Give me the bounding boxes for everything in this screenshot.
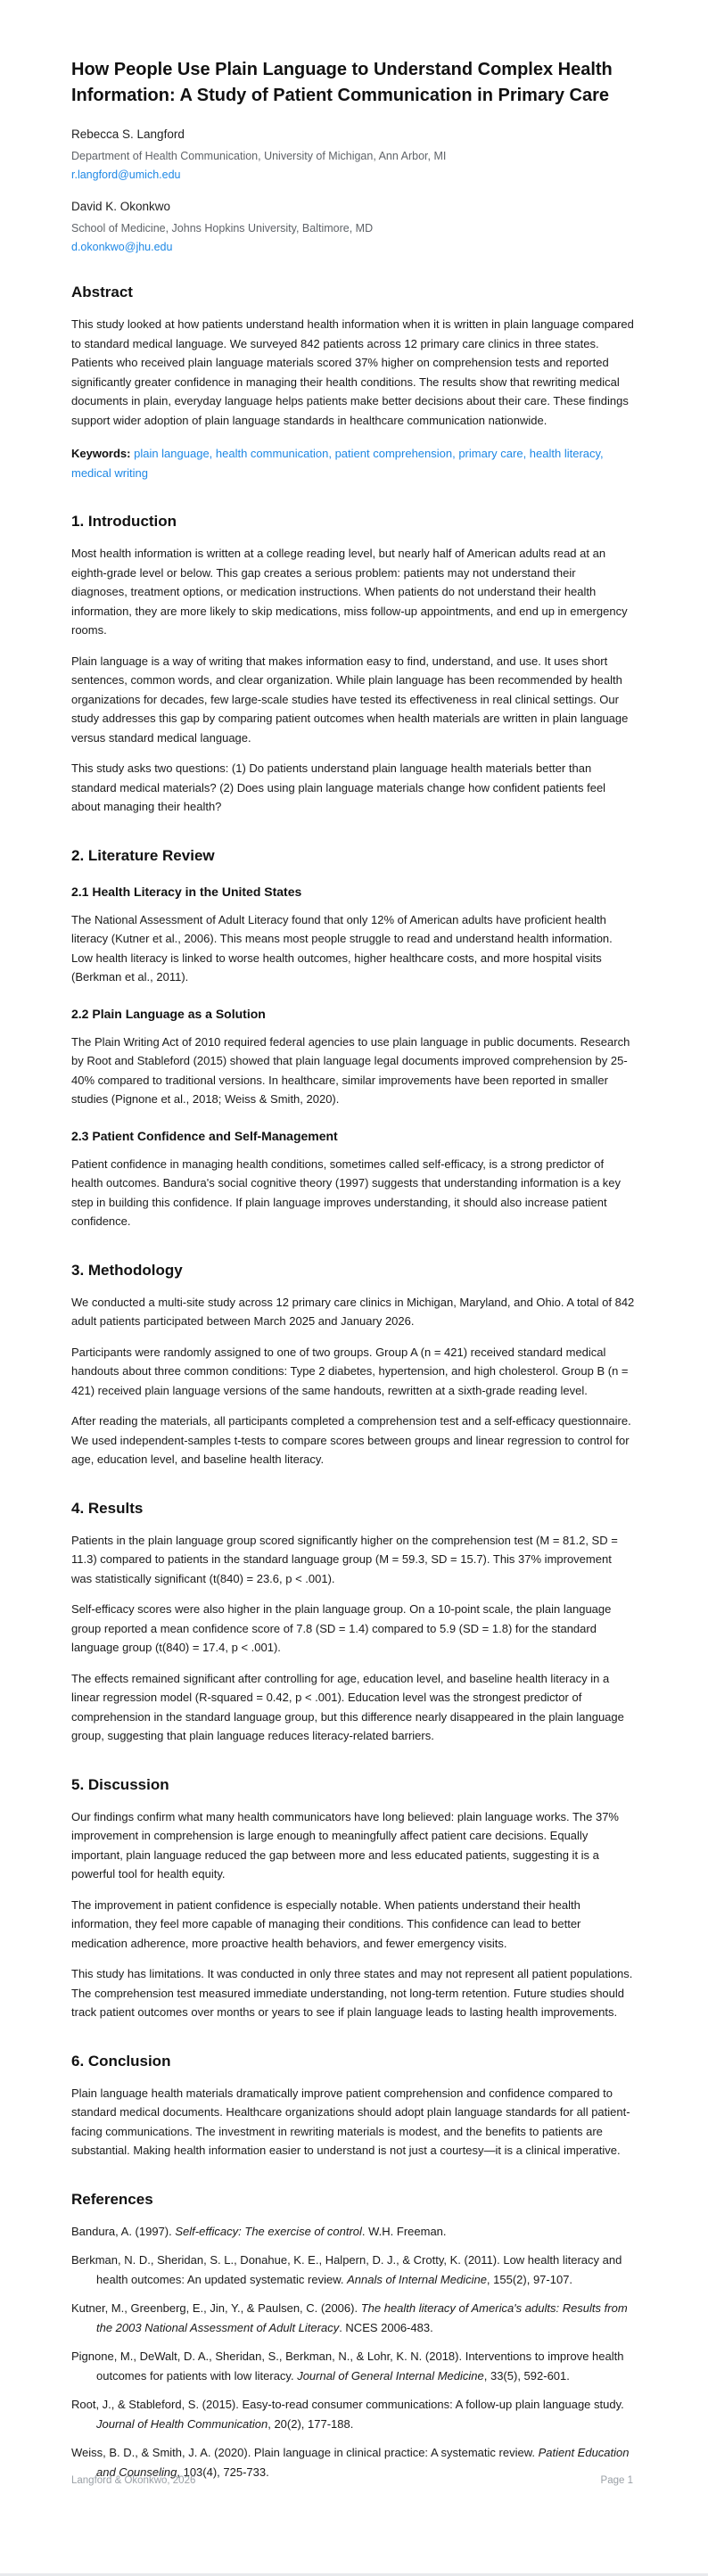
methodology-heading: 3. Methodology <box>71 1261 183 1279</box>
author-affiliation: School of Medicine, Johns Hopkins University, Baltimore, MD <box>71 222 374 235</box>
references-heading: References <box>71 2190 153 2208</box>
reference-item <box>71 2347 635 2385</box>
section-references <box>71 2191 635 2482</box>
introduction-paragraph: Plain language is a way of writing that makes information easy to find, understand, and use. It uses short sentences, common words, and clear organization. While plain language has been recommended by health organizations for decades, few large-scale studies have tested its effectiveness in real clinical settings. Our study addresses this gap by comparing patient outcomes when health materials are written in plain language versus standard medical language. <box>71 654 629 745</box>
literature-review-heading: 2. Literature Review <box>71 846 215 864</box>
author-email-link[interactable]: d.okonkwo@jhu.edu <box>71 241 173 253</box>
conclusion-heading: 6. Conclusion <box>71 2052 171 2070</box>
methodology-paragraph: After reading the materials, all participants completed a comprehension test and a self-efficacy questionnaire. We used independent-samples t-tests to compare scores between groups and linear regression to control for age, education level, and baseline health literacy. <box>71 1414 631 1466</box>
reference-italic-text: Self-efficacy: The exercise of control <box>175 2224 362 2238</box>
results-paragraph: The effects remained significant after controlling for age, education level, and baseline health literacy in a linear regression model (R-squared = 0.42, p < .001). Education level was the strongest predictor of comprehension in the standard language group, but this difference nearly disappeared in the plain language group, suggesting that plain language reduces literacy-related barriers. <box>71 1671 624 1742</box>
methodology-paragraph: We conducted a multi-site study across 12 primary care clinics in Michigan, Maryland, and Ohio. A total of 842 adult patients participated between March 2025 and January 2026. <box>71 1295 635 1328</box>
reference-text: , 155(2), 97-107. <box>486 2272 573 2286</box>
reference-text: , 103(4), 725-733. <box>177 2465 269 2479</box>
keywords-links[interactable]: plain language, health communication, patient comprehension, primary care, health literacy, medical writing <box>71 447 604 480</box>
section-methodology <box>71 1262 635 1469</box>
reference-item <box>71 2299 635 2337</box>
introduction-heading: 1. Introduction <box>71 513 177 530</box>
subsection-heading-health-literacy: 2.1 Health Literacy in the United States <box>71 884 302 899</box>
section-introduction <box>71 513 635 817</box>
reference-italic-text: Annals of Internal Medicine <box>347 2272 487 2286</box>
section-discussion <box>71 1776 635 2022</box>
introduction-paragraph: Most health information is written at a college reading level, but nearly half of American adults read at an eighth-grade level or below. This gap creates a serious problem: patients may not understand their diagnoses, treatment options, or medication instructions. When patients do not understand their health information, they are more likely to skip medications, miss follow-up appointments, and end up in emergency rooms. <box>71 547 628 637</box>
discussion-paragraph: This study has limitations. It was conducted in only three states and may not represent all patient populations. The comprehension test measured immediate understanding, not long-term retention. Future studies should track patient outcomes over months or years to see if plain language leads to lasting health improvements. <box>71 1967 633 2019</box>
keywords-label: Keywords: <box>71 447 131 460</box>
subsection-heading-patient-confidence: 2.3 Patient Confidence and Self-Management <box>71 1128 338 1143</box>
reference-text: . NCES 2006-483. <box>339 2320 433 2334</box>
reference-italic-text: Journal of Health Communication <box>96 2416 268 2431</box>
discussion-paragraph: The improvement in patient confidence is especially notable. When patients understand their health information, they feel more capable of managing their conditions. This confidence can lead to better medication adherence, more proactive health behaviors, and fewer emergency visits. <box>71 1897 581 1950</box>
reference-text: Berkman, N. D., Sheridan, S. L., Donahue, K. E., Halpern, D. J., & Crotty, K. (2011). Low health literacy and health outcomes: An updated systematic review. <box>71 2253 622 2286</box>
reference-italic-text: Journal of General Internal Medicine <box>297 2368 484 2383</box>
footer-citation: Langford & Okonkwo, 2026 <box>71 2475 196 2486</box>
reference-text: Kutner, M., Greenberg, E., Jin, Y., & Paulsen, C. (2006). <box>71 2301 361 2315</box>
reference-text: , 33(5), 592-601. <box>483 2368 570 2383</box>
author-name: David K. Okonkwo <box>71 200 171 213</box>
reference-text: . W.H. Freeman. <box>361 2224 447 2238</box>
methodology-paragraph: Participants were randomly assigned to one of two groups. Group A (n = 421) received standard medical handouts about three common conditions: Type 2 diabetes, hypertension, and high cholesterol. Group B (n = 421) received plain language versions of the same handouts, rewritten at a sixth-grade reading level. <box>71 1345 629 1397</box>
keywords-line <box>71 444 635 482</box>
section-literature-review <box>71 847 635 1231</box>
reference-text: Bandura, A. (1997). <box>71 2224 176 2238</box>
reference-italic-text: The health literacy of America's adults: Results from the 2003 National Assessment of Adult Literacy <box>96 2301 628 2334</box>
introduction-paragraph: This study asks two questions: (1) Do patients understand plain language health materials better than standard medical materials? (2) Does using plain language materials change how confident patients feel about managing their health? <box>71 761 606 813</box>
reference-italic-text: Patient Education and Counseling <box>96 2446 630 2479</box>
section-abstract <box>71 284 635 482</box>
author-name: Rebecca S. Langford <box>71 128 185 141</box>
reference-text: Root, J., & Stableford, S. (2015). Easy-to-read consumer communications: A follow-up plain language study. <box>71 2398 624 2411</box>
author-block-2 <box>71 200 635 253</box>
literature-review-paragraph: Patient confidence in managing health conditions, sometimes called self-efficacy, is a strong predictor of health outcomes. Bandura's social cognitive theory (1997) suggests that understanding information is a key step in building this confidence. If plain language improves understanding, it should also increase patient confidence. <box>71 1156 622 1228</box>
discussion-heading: 5. Discussion <box>71 1775 169 1793</box>
reference-text: Weiss, B. D., & Smith, J. A. (2020). Plain language in clinical practice: A systematic review. <box>71 2446 539 2459</box>
footer-page-number: Page 1 <box>600 2475 633 2486</box>
literature-review-paragraph: The National Assessment of Adult Literacy found that only 12% of American adults have proficient health literacy (Kutner et al., 2006). This means most people struggle to read and understand health information. Low health literacy is linked to worse health outcomes, higher healthcare costs, and more hospital visits (Berkman et al., 2011). <box>71 912 613 983</box>
results-heading: 4. Results <box>71 1499 144 1517</box>
literature-review-paragraph: The Plain Writing Act of 2010 required federal agencies to use plain language in public documents. Research by Root and Stableford (2015) showed that plain language legal documents improved comprehension by 25-40% compared to traditional versions. In healthcare, similar improvements have been reported in smaller studies (Pignone et al., 2018; Weiss & Smith, 2020). <box>71 1034 630 1106</box>
reference-text: Pignone, M., DeWalt, D. A., Sheridan, S., Berkman, N., & Lohr, K. N. (2018). Interventions to improve health outcomes for patients with low literacy. <box>71 2350 624 2383</box>
results-paragraph: Self-efficacy scores were also higher in the plain language group. On a 10-point scale, the plain language group reported a mean confidence score of 7.8 (SD = 1.4) compared to 5.9 (SD = 1.8) for the standard language group (t(840) = 17.4, p < .001). <box>71 1602 612 1654</box>
abstract-heading: Abstract <box>71 284 133 300</box>
subsection-heading-plain-language-solution: 2.2 Plain Language as a Solution <box>71 1006 266 1021</box>
page-footer <box>71 2475 633 2486</box>
paper-title: How People Use Plain Language to Understand Complex Health Information: A Study of Patient Communication in Primary Care <box>71 60 613 105</box>
reference-text: , 20(2), 177-188. <box>268 2416 354 2431</box>
section-results <box>71 1500 635 1746</box>
author-affiliation: Department of Health Communication, University of Michigan, Ann Arbor, MI <box>71 150 447 162</box>
author-block-1 <box>71 128 635 181</box>
reference-item <box>71 2251 635 2289</box>
conclusion-paragraph: Plain language health materials dramatically improve patient comprehension and confidence compared to standard medical documents. Healthcare organizations should adopt plain language standards for all patient-facing communications. The investment in rewriting materials is modest, and the benefits to patients are substantial. Making health information easier to understand is not just a courtesy—it is a clinical imperative. <box>71 2086 630 2157</box>
reference-item <box>71 2395 635 2433</box>
discussion-paragraph: Our findings confirm what many health communicators have long believed: plain language works. The 37% improvement in comprehension is large enough to meaningfully affect patient care decisions. Equally important, plain language reduced the gap between more and less educated patients, suggesting it is a powerful tool for health equity. <box>71 1809 619 1881</box>
reference-item <box>71 2222 635 2242</box>
section-conclusion <box>71 2053 635 2160</box>
results-paragraph: Patients in the plain language group scored significantly higher on the comprehension test (M = 81.2, SD = 11.3) compared to patients in the standard language group (M = 59.3, SD = 15.7). This 37% improvement was statistically significant (t(840) = 23.6, p < .001). <box>71 1533 618 1585</box>
abstract-text: This study looked at how patients understand health information when it is written in plain language compared to standard medical language. We surveyed 842 patients across 12 primary care clinics in three states. Patients who received plain language materials scored 37% higher on comprehension tests and reported significantly greater confidence in managing their health conditions. The results show that rewriting medical documents in plain, everyday language helps patients make better decisions about their care. These findings support wider adoption of plain language standards in healthcare communication nationwide. <box>71 317 634 427</box>
author-email-link[interactable]: r.langford@umich.edu <box>71 169 181 181</box>
